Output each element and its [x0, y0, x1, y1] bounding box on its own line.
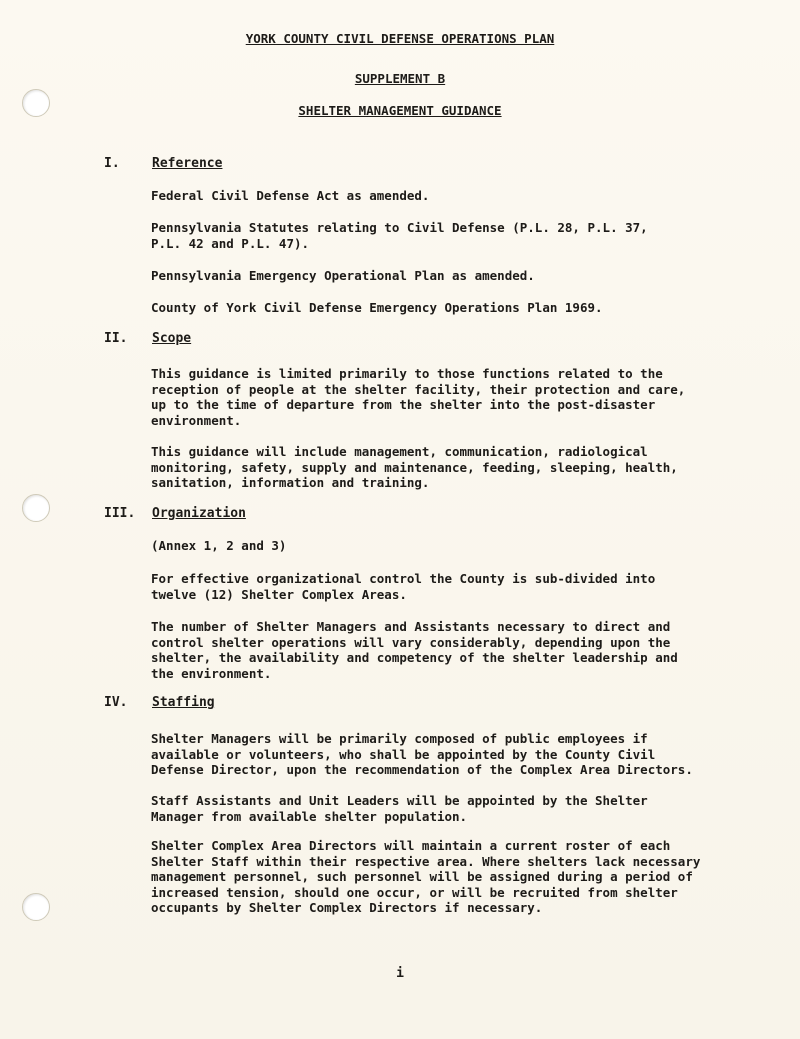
text-line: Manager from available shelter population. — [151, 808, 468, 824]
text-line: Shelter Complex Area Directors will maintain a current roster of each — [151, 838, 671, 853]
text-line: P.L. 42 and P.L. 47). — [151, 235, 310, 251]
paragraph — [151, 366, 741, 428]
punch-hole — [22, 494, 50, 522]
text-line: twelve (12) Shelter Complex Areas. — [151, 586, 407, 602]
section-title: Reference — [152, 156, 223, 171]
text-line: up to the time of departure from the shelter into the post-disaster — [151, 397, 656, 412]
paragraph — [151, 268, 741, 284]
text-line: occupants by Shelter Complex Directors if necessary. — [151, 900, 543, 915]
paragraph — [151, 571, 741, 602]
text-line: For effective organizational control the County is sub-divided into — [151, 571, 656, 586]
document-title: YORK COUNTY CIVIL DEFENSE OPERATIONS PLAN — [245, 31, 555, 46]
section-number: I. — [104, 156, 120, 171]
text-line: control shelter operations will vary considerably, depending upon the — [151, 634, 671, 650]
section-title: Organization — [152, 506, 246, 521]
page-number: i — [396, 966, 404, 981]
section-number: IV. — [104, 695, 128, 710]
text-line: Pennsylvania Statutes relating to Civil Defense (P.L. 28, P.L. 37, — [151, 220, 648, 235]
text-line: environment. — [151, 412, 242, 428]
paragraph — [151, 731, 741, 778]
text-line: available or volunteers, who shall be appointed by the County Civil — [151, 746, 656, 762]
text-line: Federal Civil Defense Act as amended. — [151, 188, 430, 203]
paragraph — [151, 220, 741, 251]
section-number: II. — [104, 331, 128, 346]
paragraph — [151, 619, 741, 681]
text-line: County of York Civil Defense Emergency Operations Plan 1969. — [151, 300, 603, 315]
text-line: sanitation, information and training. — [151, 475, 430, 490]
text-line: This guidance is limited primarily to those functions related to the — [151, 366, 663, 381]
document-subtitle: SHELTER MANAGEMENT GUIDANCE — [298, 103, 502, 118]
section-number: III. — [104, 506, 136, 521]
text-line: reception of people at the shelter facility, their protection and care, — [151, 381, 686, 397]
text-line: the environment. — [151, 665, 272, 681]
text-line: Shelter Managers will be primarily composed of public employees if — [151, 731, 648, 746]
text-line: The number of Shelter Managers and Assistants necessary to direct and — [151, 619, 671, 634]
paragraph — [151, 188, 741, 204]
text-line: shelter, the availability and competency of the shelter leadership and — [151, 650, 678, 665]
text-line: Shelter Staff within their respective area. Where shelters lack necessary — [151, 853, 701, 869]
punch-hole — [22, 893, 50, 921]
text-line: Pennsylvania Emergency Operational Plan as amended. — [151, 268, 535, 283]
text-line: Staff Assistants and Unit Leaders will be appointed by the Shelter — [151, 793, 648, 808]
text-line: monitoring, safety, supply and maintenance, feeding, sleeping, health, — [151, 459, 678, 475]
paragraph — [151, 444, 741, 491]
section-title: Staffing — [152, 695, 215, 710]
text-line: Defense Director, upon the recommendation of the Complex Area Directors. — [151, 762, 693, 777]
text-line: This guidance will include management, communication, radiological — [151, 444, 648, 459]
paragraph — [151, 300, 741, 316]
text-line: increased tension, should one occur, or will be recruited from shelter — [151, 884, 678, 900]
text-line: management personnel, such personnel will be assigned during a period of — [151, 869, 693, 884]
section-title: Scope — [152, 331, 192, 346]
paragraph — [151, 538, 741, 554]
paragraph — [151, 793, 741, 824]
supplement-label: SUPPLEMENT B — [354, 71, 446, 86]
paragraph — [151, 838, 741, 916]
text-line: (Annex 1, 2 and 3) — [151, 538, 287, 553]
